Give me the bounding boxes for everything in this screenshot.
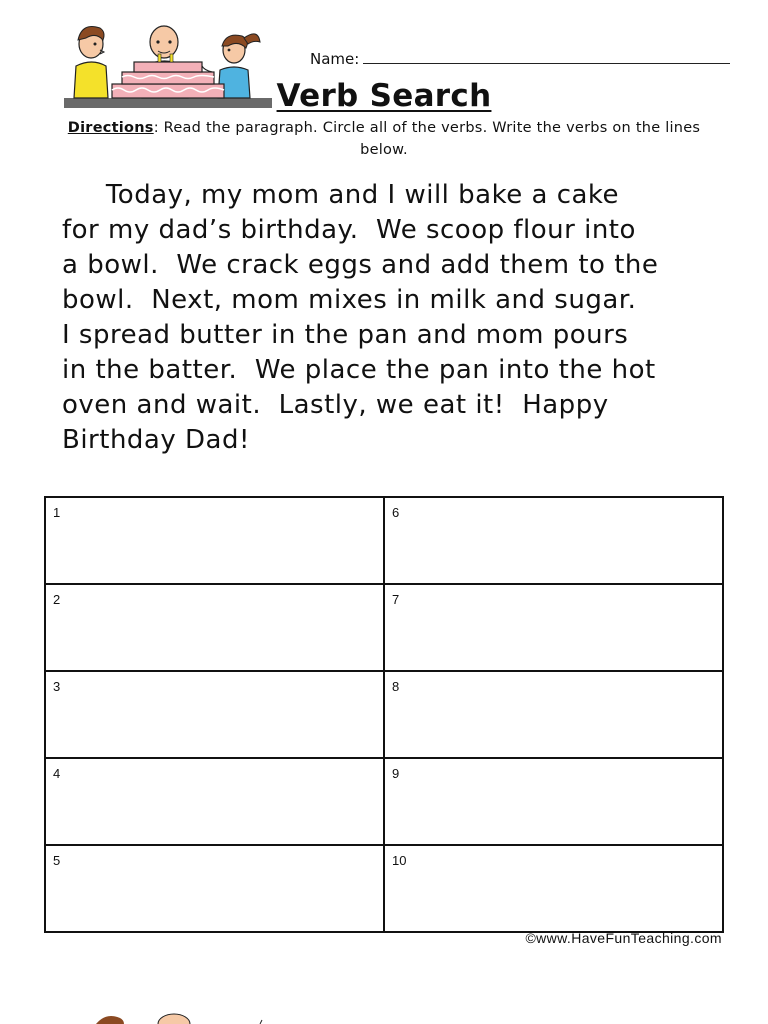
answer-box[interactable] [384, 758, 723, 845]
name-field[interactable] [310, 44, 730, 68]
answer-grid [44, 496, 724, 933]
answer-box[interactable] [45, 845, 384, 932]
next-page-illustration-peek [80, 1010, 280, 1024]
answer-number: 5 [53, 853, 61, 868]
directions [44, 117, 724, 161]
answer-number: 4 [53, 766, 61, 781]
paragraph-line: oven and wait. Lastly, we eat it! Happy [62, 390, 609, 420]
copyright-footer: ©www.HaveFunTeaching.com [525, 930, 722, 946]
story-paragraph [62, 178, 722, 458]
answer-box[interactable] [384, 671, 723, 758]
answer-number: 2 [53, 592, 61, 607]
answer-box[interactable] [45, 758, 384, 845]
answer-number: 6 [392, 505, 400, 520]
paragraph-line: I spread butter in the pan and mom pours [62, 320, 629, 350]
paragraph-line: Today, my mom and I will bake a cake [62, 180, 620, 210]
answer-number: 10 [392, 853, 407, 868]
paragraph-line: a bowl. We crack eggs and add them to the [62, 250, 659, 280]
answer-row [45, 497, 723, 584]
answer-box[interactable] [384, 497, 723, 584]
answer-box[interactable] [45, 671, 384, 758]
answer-box[interactable] [384, 584, 723, 671]
answer-box[interactable] [45, 584, 384, 671]
paragraph-line: for my dad’s birthday. We scoop flour into [62, 215, 636, 245]
answer-box[interactable] [384, 845, 723, 932]
directions-label: Directions [67, 120, 154, 136]
answer-number: 3 [53, 679, 61, 694]
page-title: Verb Search [276, 78, 492, 114]
answer-row [45, 671, 723, 758]
answer-row [45, 845, 723, 932]
answer-box[interactable] [45, 497, 384, 584]
answer-number: 1 [53, 505, 61, 520]
paragraph-line: Birthday Dad! [62, 425, 250, 455]
name-blank-line[interactable] [363, 62, 730, 64]
answer-number: 7 [392, 592, 400, 607]
paragraph-line: in the batter. We place the pan into the hot [62, 355, 656, 385]
paragraph-line: bowl. Next, mom mixes in milk and sugar. [62, 285, 637, 315]
answer-number: 8 [392, 679, 400, 694]
answer-row [45, 758, 723, 845]
answer-number: 9 [392, 766, 400, 781]
answer-row [45, 584, 723, 671]
name-label: Name: [310, 50, 360, 68]
directions-text: : Read the paragraph. Circle all of the verbs. Write the verbs on the lines below. [153, 120, 701, 158]
